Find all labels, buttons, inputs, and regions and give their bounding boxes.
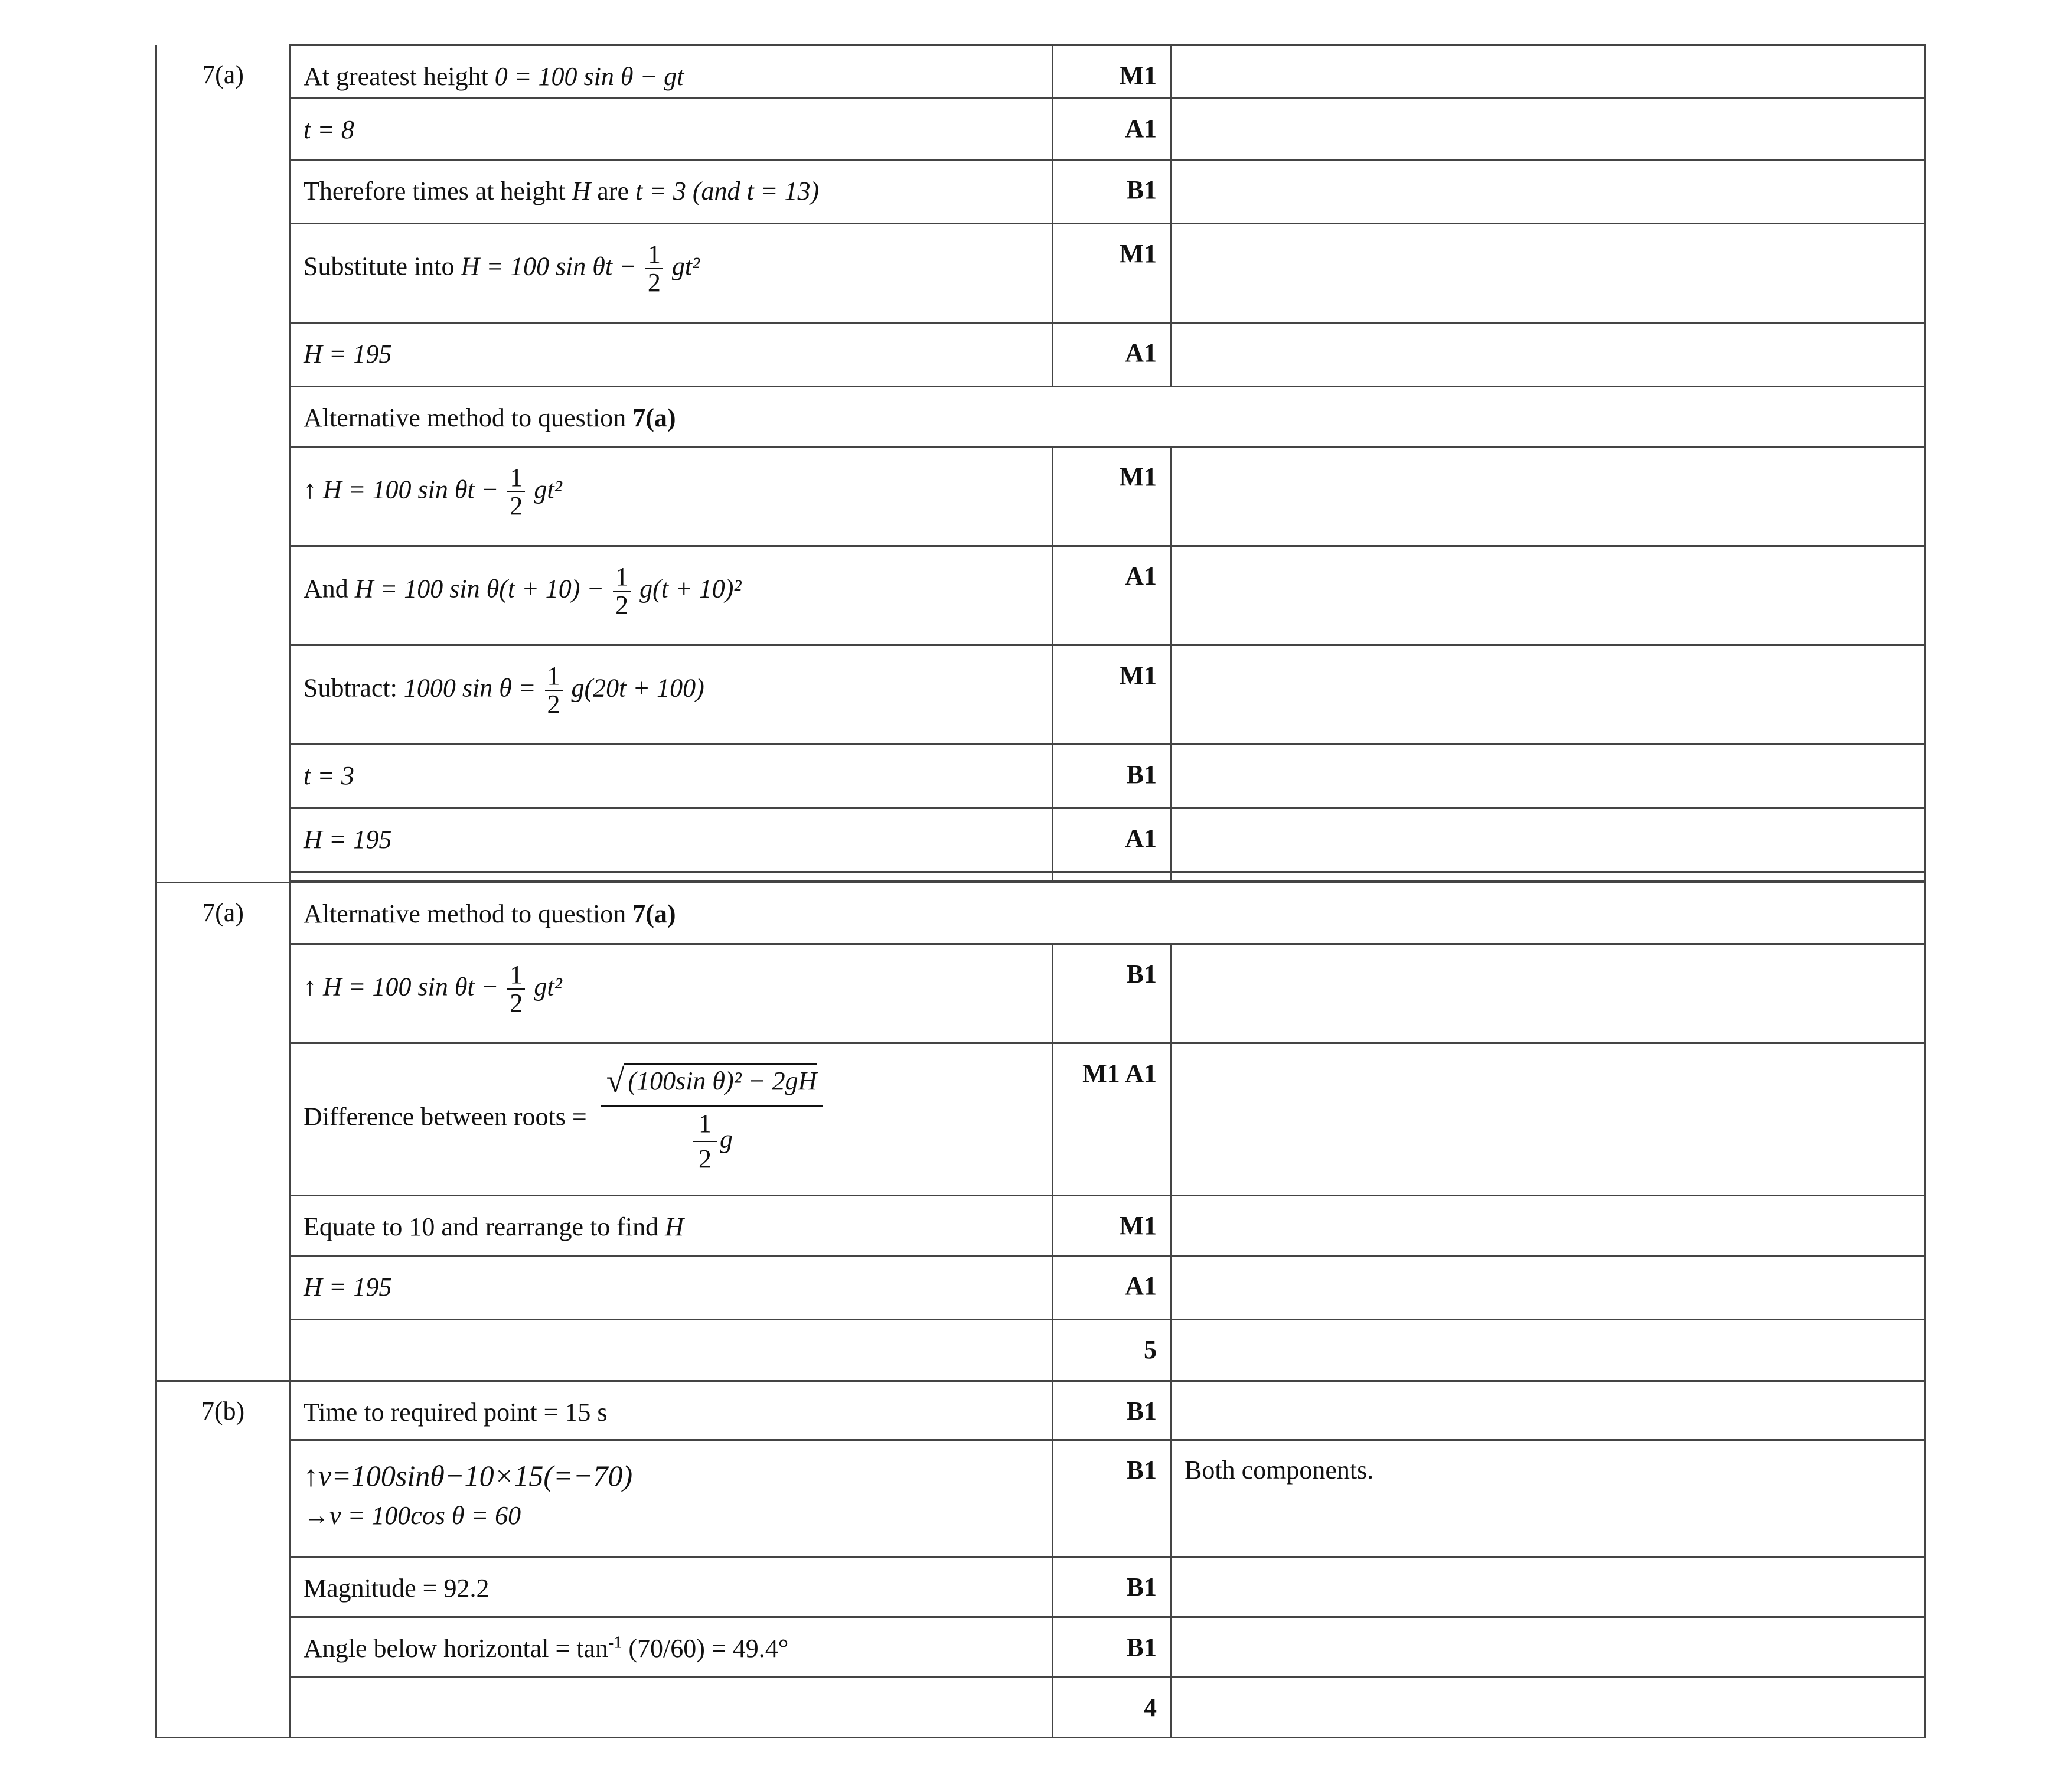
mark-cell: B1 [1053,1617,1171,1678]
answer-cell [290,45,1053,99]
answer-cell [290,447,1053,546]
guidance-cell [1171,1678,1926,1738]
answer-math: H = 100 sin θt − [323,972,499,1001]
answer-text: Substitute into [304,252,455,281]
mark-cell: M1 [1053,45,1171,99]
answer-math: g(t + 10)² [639,574,742,603]
answer-math: H = 195 [304,340,392,368]
answer-math: g(20t + 100) [571,673,704,703]
answer-math: H = 100 sin θt − [461,252,637,281]
total-mark: 5 [1053,1320,1171,1381]
guidance-cell: Both components. [1171,1440,1926,1557]
answer-math: H = 195 [304,1273,392,1301]
guidance-cell [1171,546,1926,645]
guidance-cell [1171,1256,1926,1320]
answer-cell [290,645,1053,745]
mark-cell: B1 [1053,160,1171,224]
guidance-cell [1171,1320,1926,1381]
question-number: 7(a) [156,883,290,1381]
answer-math: t = 3 [635,177,686,205]
question-number: 7(b) [156,1381,290,1738]
mark-cell: A1 [1053,546,1171,645]
answer-math: H [572,177,591,205]
answer-text: are [597,177,629,205]
guidance-cell [1171,808,1926,872]
guidance-cell [1171,224,1926,323]
mark-scheme-table [155,44,1924,1738]
mark-cell: B1 [1053,1440,1171,1557]
mark-cell: B1 [1053,745,1171,808]
answer-cell: Angle below horizontal = $\tan^{-1} (70/60) = 49.4^\circ$ [290,1617,1053,1678]
answer-cell [290,1678,1053,1738]
answer-cell [290,1440,1053,1557]
mark-cell: A1 [1053,1256,1171,1320]
guidance-cell [1171,1196,1926,1256]
answer-text: Equate to 10 and rearrange to find [304,1212,659,1241]
mark-cell: M1 [1053,447,1171,546]
guidance-cell [1171,944,1926,1043]
answer-text: At greatest height [304,62,488,91]
mark-cell: A1 [1053,99,1171,160]
total-mark: 4 [1053,1678,1171,1738]
guidance-cell [1171,645,1926,745]
mark-cell: B1 [1053,944,1171,1043]
mark-cell: M1 [1053,1196,1171,1256]
answer-text: Subtract: [304,673,397,703]
fraction: $\frac{1}{2}$ [545,663,563,718]
mark-cell: A1 [1053,808,1171,872]
up-arrow-icon: ↑ [304,475,316,504]
answer-cell [290,224,1053,323]
question-number: 7(a) [156,45,290,883]
fraction: $\frac{1}{2}$ [645,241,663,296]
guidance-cell [1171,1617,1926,1678]
guidance-cell [1171,160,1926,224]
mark-cell: M1 [1053,224,1171,323]
guidance-cell [1171,45,1926,99]
fraction: $\frac{1}{2}$ [507,464,525,520]
mark-cell: M1 A1 [1053,1043,1171,1196]
mark-cell: M1 [1053,645,1171,745]
answer-text: And [304,574,348,603]
answer-cell [290,1043,1053,1196]
alternative-header: Alternative method to question 7(a) [290,883,1926,944]
answer-text: Therefore times at height [304,177,566,205]
answer-math: H = 100 sin θ(t + 10) − [354,574,605,603]
answer-math: t = 3 [304,761,354,790]
answer-cell [290,1196,1053,1256]
answer-math: gt² [534,972,562,1001]
answer-math: 0 = 100 sin θ − gt [494,62,684,91]
guidance-cell [1171,1381,1926,1440]
up-arrow-icon: ↑ [304,972,316,1001]
fraction: $\frac{1}{2}$ [613,563,631,619]
alternative-header: Alternative method to question 7(a) [290,387,1926,447]
answer-math: H [665,1212,684,1241]
answer-cell [290,1320,1053,1381]
answer-math: gt² [534,475,562,504]
guidance-cell [1171,323,1926,387]
answer-math: t = 8 [304,115,354,144]
answer-math: H = 100 sin θt − [323,475,499,504]
answer-math: →v = 100cos θ = 60 [304,1500,521,1530]
answer-cell [290,546,1053,645]
mark-cell: B1 [1053,1381,1171,1440]
answer-cell [290,944,1053,1043]
answer-cell [290,160,1053,224]
guidance-cell [1171,745,1926,808]
answer-cell: Time to required point = 15 s [290,1381,1053,1440]
guidance-cell [1171,1557,1926,1617]
answer-math: (and t = 13) [692,177,820,205]
answer-math: gt² [671,252,700,281]
answer-cell: Magnitude = 92.2 [290,1557,1053,1617]
guidance-cell [1171,1043,1926,1196]
answer-math: H = 195 [304,825,392,854]
roots-fraction: √ (100sin θ)² − 2gH $\frac{1}{2}$ g [601,1061,823,1173]
fraction: $\frac{1}{2}$ [507,961,525,1017]
guidance-cell [1171,447,1926,546]
mark-cell: A1 [1053,323,1171,387]
mark-cell: B1 [1053,1557,1171,1617]
answer-math: ↑v=100sinθ−10×15(=−70) [304,1459,633,1492]
answer-text: Difference between roots = [304,1102,587,1131]
answer-math: 1000 sin θ = [403,673,536,703]
guidance-cell [1171,99,1926,160]
